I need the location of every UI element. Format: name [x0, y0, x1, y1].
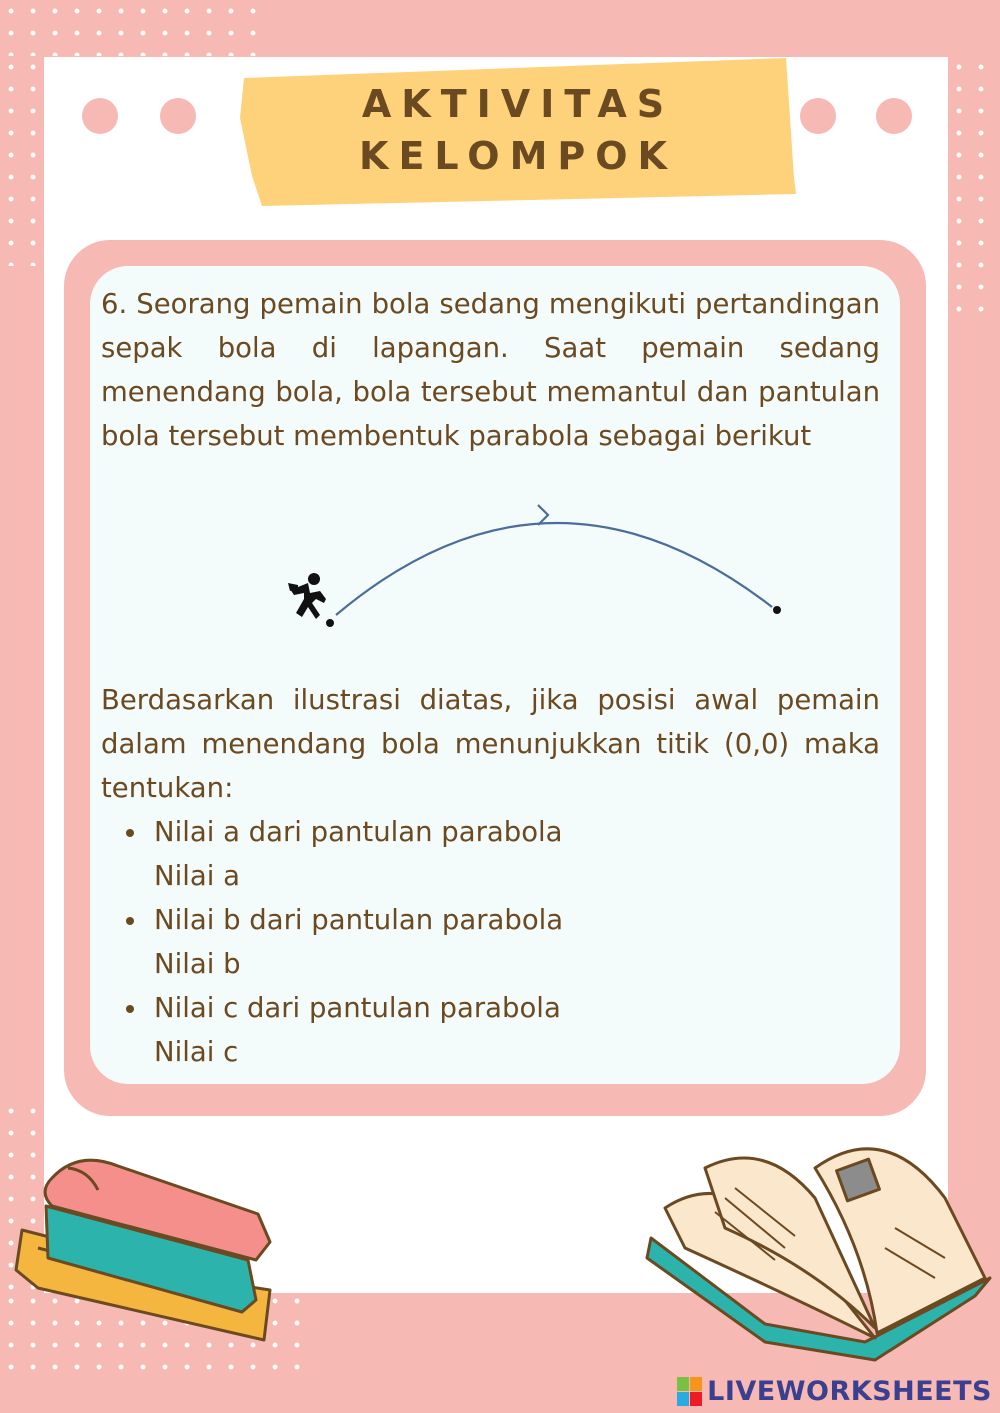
ball-end-icon [773, 606, 781, 614]
liveworksheets-logo-text: LIVEWORKSHEETS [707, 1376, 992, 1407]
answer-label: Nilai c [154, 1036, 239, 1068]
question-prompt: Berdasarkan ilustrasi diatas, jika posisi awal pemain dalam menendang bola menunjukkan titik (0,0) maka tentukan: [101, 684, 880, 804]
list-item [126, 898, 826, 986]
soccer-player-icon [288, 573, 326, 619]
direction-arrow-icon [538, 505, 548, 525]
task-list [126, 810, 826, 1074]
decor-circle [160, 98, 196, 134]
question-intro-text: Seorang pemain bola sedang mengikuti pertandingan sepak bola di lapangan. Saat pemain sedang menendang bola, bola tersebut memantul dan pantulan bola tersebut membentuk parabola sebagai berikut [101, 288, 881, 452]
bullet-icon [126, 829, 134, 837]
list-item [126, 986, 826, 1074]
bullet-icon [126, 1005, 134, 1013]
page-title-line1: AKTIVITAS [361, 82, 675, 126]
parabola-curve [336, 523, 772, 615]
page-title-line2: KELOMPOK [359, 134, 677, 178]
question-number: 6. [101, 288, 128, 320]
dot-pattern-top-left [0, 0, 260, 56]
liveworksheets-logo [677, 1376, 992, 1407]
book-stack-illustration [8, 1150, 278, 1345]
task-text: Nilai c dari pantulan parabola [154, 992, 561, 1024]
parabola-illustration [280, 495, 800, 635]
question-intro [101, 282, 880, 458]
answer-label: Nilai a [154, 860, 240, 892]
ball-start-icon [326, 619, 334, 627]
decor-circle [82, 98, 118, 134]
decor-circle [876, 98, 912, 134]
open-book-illustration [645, 1128, 1000, 1368]
task-text: Nilai a dari pantulan parabola [154, 816, 563, 848]
task-text: Nilai b dari pantulan parabola [154, 904, 564, 936]
dot-pattern-right [948, 56, 1000, 316]
decor-circle [800, 98, 836, 134]
answer-label: Nilai b [154, 948, 241, 980]
bullet-icon [126, 917, 134, 925]
liveworksheets-logo-icon [677, 1377, 703, 1407]
dot-pattern-left [0, 56, 44, 266]
page-title [238, 78, 798, 182]
list-item [126, 810, 826, 898]
